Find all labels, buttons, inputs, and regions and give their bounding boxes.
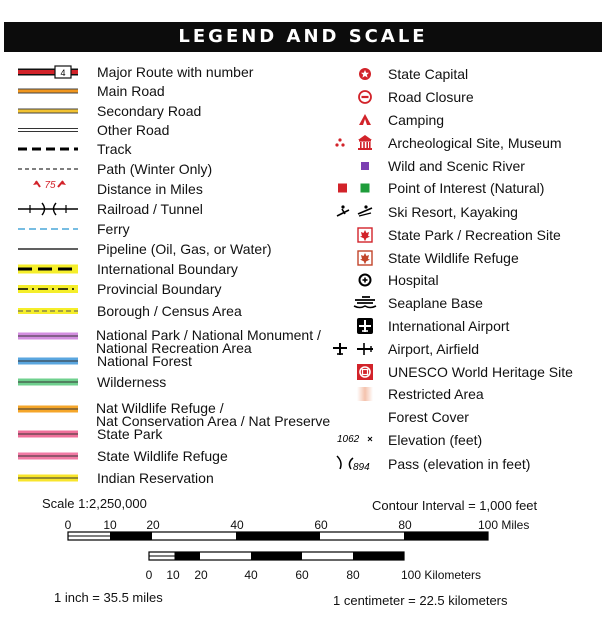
scale-bar-segment bbox=[353, 552, 404, 560]
legend-label: Pipeline (Oil, Gas, or Water) bbox=[97, 241, 272, 257]
legend-label: Wild and Scenic River bbox=[388, 158, 525, 174]
legend-label: State Park / Recreation Site bbox=[388, 227, 561, 243]
legend-label-line2: Nat Conservation Area / Nat Preserve bbox=[96, 413, 331, 429]
legend-label: Ferry bbox=[97, 221, 130, 237]
legend-label: State Wildlife Refuge bbox=[388, 250, 519, 266]
scale-tick-label: 0 bbox=[64, 518, 72, 532]
legend-label: International Airport bbox=[388, 318, 510, 334]
legend-label: State Park bbox=[97, 426, 163, 442]
scale-tick-label: 40 bbox=[230, 518, 244, 532]
scale-bar-segment bbox=[251, 552, 302, 560]
legend-label: Major Route with number bbox=[97, 64, 254, 80]
legend-label: Track bbox=[97, 141, 132, 157]
scale-ratio: Scale 1:2,250,000 bbox=[42, 496, 147, 511]
scale-tick-label: 100 Miles bbox=[478, 518, 530, 532]
scale-tick-label: 80 bbox=[346, 568, 360, 582]
legend-label: Main Road bbox=[97, 83, 165, 99]
legend-label: Indian Reservation bbox=[97, 470, 214, 486]
elevation-value: 1062 bbox=[337, 434, 360, 445]
legend-label: Hospital bbox=[388, 272, 439, 288]
legend-label: Seaplane Base bbox=[388, 295, 483, 311]
route-number: 4 bbox=[60, 68, 66, 78]
legend-title: LEGEND AND SCALE bbox=[178, 26, 428, 47]
legend-label: Ski Resort, Kayaking bbox=[388, 204, 518, 220]
legend-label: Nat Wildlife Refuge / bbox=[96, 400, 224, 416]
legend-label: Distance in Miles bbox=[97, 181, 203, 197]
legend-label: Road Closure bbox=[388, 89, 474, 105]
legend-label: Railroad / Tunnel bbox=[97, 201, 203, 217]
legend-label: Forest Cover bbox=[388, 409, 469, 425]
cm-conversion: 1 centimeter = 22.5 kilometers bbox=[333, 593, 508, 608]
inch-conversion: 1 inch = 35.5 miles bbox=[54, 590, 163, 605]
legend-label: Pass (elevation in feet) bbox=[388, 456, 531, 472]
legend-label: Airport, Airfield bbox=[388, 341, 480, 357]
scale-tick-label: 100 Kilometers bbox=[401, 568, 482, 582]
legend-label: Point of Interest (Natural) bbox=[388, 180, 545, 196]
legend-label: Path (Winter Only) bbox=[97, 161, 213, 177]
legend-label: Provincial Boundary bbox=[97, 281, 222, 297]
legend-label: UNESCO World Heritage Site bbox=[388, 364, 573, 380]
scale-tick-label: 40 bbox=[244, 568, 258, 582]
legend-label: International Boundary bbox=[97, 261, 238, 277]
legend-label: Archeological Site, Museum bbox=[388, 135, 562, 151]
scale-tick-label: 10 bbox=[166, 568, 180, 582]
scale-bar-segment bbox=[236, 532, 320, 540]
scale-tick-label: 60 bbox=[314, 518, 328, 532]
scale-bar-segment bbox=[175, 552, 201, 560]
legend-label: State Wildlife Refuge bbox=[97, 448, 228, 464]
scale-tick-label: 80 bbox=[398, 518, 412, 532]
legend-label: Other Road bbox=[97, 122, 170, 138]
distance-value: 75 bbox=[44, 180, 56, 191]
contour-interval: Contour Interval = 1,000 feet bbox=[372, 498, 538, 513]
legend-label: State Capital bbox=[388, 66, 469, 82]
legend-label: Restricted Area bbox=[388, 386, 484, 402]
legend-label: Borough / Census Area bbox=[97, 303, 242, 319]
scale-tick-label: 10 bbox=[103, 518, 117, 532]
scale-tick-label: 0 bbox=[145, 568, 153, 582]
scale-bar-segment bbox=[404, 532, 488, 540]
scale-tick-label: 20 bbox=[194, 568, 208, 582]
legend-label: Secondary Road bbox=[97, 103, 202, 119]
scale-tick-label: 20 bbox=[146, 518, 160, 532]
legend-label: Elevation (feet) bbox=[388, 432, 483, 448]
scale-bar-segment bbox=[110, 532, 152, 540]
scale-tick-label: 60 bbox=[295, 568, 309, 582]
legend-label: Wilderness bbox=[97, 374, 167, 390]
legend-label-line2: National Recreation Area bbox=[96, 340, 252, 356]
legend-label: National Park / National Monument / bbox=[96, 327, 321, 343]
legend-label: National Forest bbox=[97, 353, 192, 369]
pass-value: 894 bbox=[353, 462, 370, 473]
legend-label: Camping bbox=[388, 112, 445, 128]
